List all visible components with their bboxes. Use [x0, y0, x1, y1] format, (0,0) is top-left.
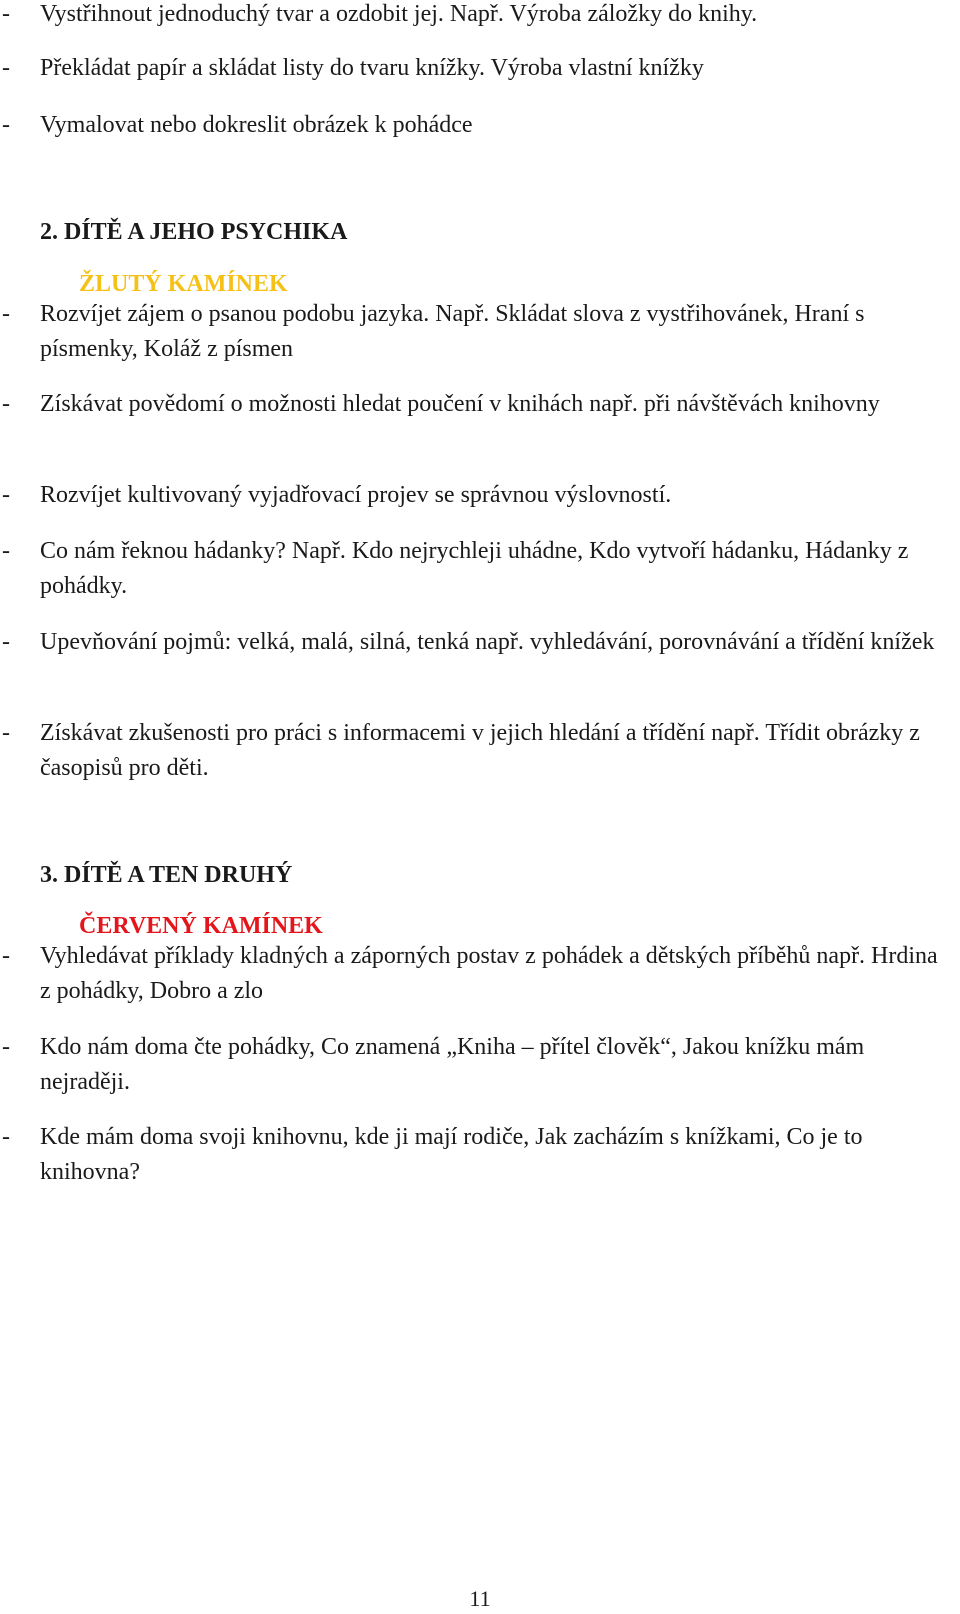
list-item-text: Upevňování pojmů: velká, malá, silná, tenká např. vyhledávání, porovnávání a třídění knížek: [40, 629, 935, 655]
page-number: 11: [469, 1586, 491, 1611]
bullet-dash: -: [2, 1034, 10, 1060]
bullet-dash: -: [2, 1, 10, 27]
list-item-text: Co nám řeknou hádanky? Např. Kdo nejrychleji uhádne, Kdo vytvoří hádanku, Hádanky z pohádky.: [40, 538, 909, 599]
bullet-dash: -: [2, 538, 10, 564]
list-item: [0, 716, 942, 786]
list-item: [0, 939, 942, 1009]
list-item: [0, 478, 942, 513]
list-item-text: Rozvíjet zájem o psanou podobu jazyka. Např. Skládat slova z vystřihovánek, Hraní s písmenky, Koláž z písmen: [40, 301, 865, 362]
list-item-text: Vymalovat nebo dokreslit obrázek k pohádce: [40, 112, 473, 138]
bullet-dash: -: [2, 1124, 10, 1150]
list-item: [0, 387, 942, 422]
list-item-text: Získávat povědomí o možnosti hledat poučení v knihách např. při návštěvách knihovny: [40, 391, 880, 417]
yellow-stone-label: ŽLUTÝ KAMÍNEK: [79, 271, 288, 297]
bullet-dash: -: [2, 55, 10, 81]
red-stone-label: ČERVENÝ KAMÍNEK: [79, 913, 323, 939]
list-item-text: Kdo nám doma čte pohádky, Co znamená „Kniha – přítel člověk“, Jakou knížku mám nejraději.: [40, 1034, 865, 1095]
list-item: [0, 51, 942, 86]
bullet-dash: -: [2, 391, 10, 417]
list-item-text: Získávat zkušenosti pro práci s informacemi v jejich hledání a třídění např. Třídit obrázky z časopisů pro děti.: [40, 720, 920, 781]
bullet-dash: -: [2, 112, 10, 138]
bullet-dash: -: [2, 629, 10, 655]
bullet-dash: -: [2, 301, 10, 327]
list-item-text: Překládat papír a skládat listy do tvaru knížky. Výroba vlastní knížky: [40, 55, 704, 81]
list-item: [0, 625, 942, 660]
list-item-text: Vyhledávat příklady kladných a záporných postav z pohádek a dětských příběhů např. Hrdina z pohádky, Dobro a zlo: [40, 943, 938, 1004]
list-item: [0, 1120, 942, 1190]
section-heading: 3. DÍTĚ A TEN DRUHÝ: [40, 862, 293, 888]
list-item: [0, 1030, 942, 1100]
list-item-text: Vystřihnout jednoduchý tvar a ozdobit jej. Např. Výroba záložky do knihy.: [40, 1, 758, 27]
list-item: [0, 108, 942, 143]
bullet-dash: -: [2, 943, 10, 969]
list-item: [0, 297, 942, 367]
section-heading: 2. DÍTĚ A JEHO PSYCHIKA: [40, 219, 348, 245]
list-item-text: Rozvíjet kultivovaný vyjadřovací projev se správnou výslovností.: [40, 482, 672, 508]
list-item: [0, 0, 942, 32]
list-item-text: Kde mám doma svoji knihovnu, kde ji mají rodiče, Jak zacházím s knížkami, Co je to knihovna?: [40, 1124, 863, 1185]
list-item: [0, 534, 942, 604]
bullet-dash: -: [2, 720, 10, 746]
bullet-dash: -: [2, 482, 10, 508]
